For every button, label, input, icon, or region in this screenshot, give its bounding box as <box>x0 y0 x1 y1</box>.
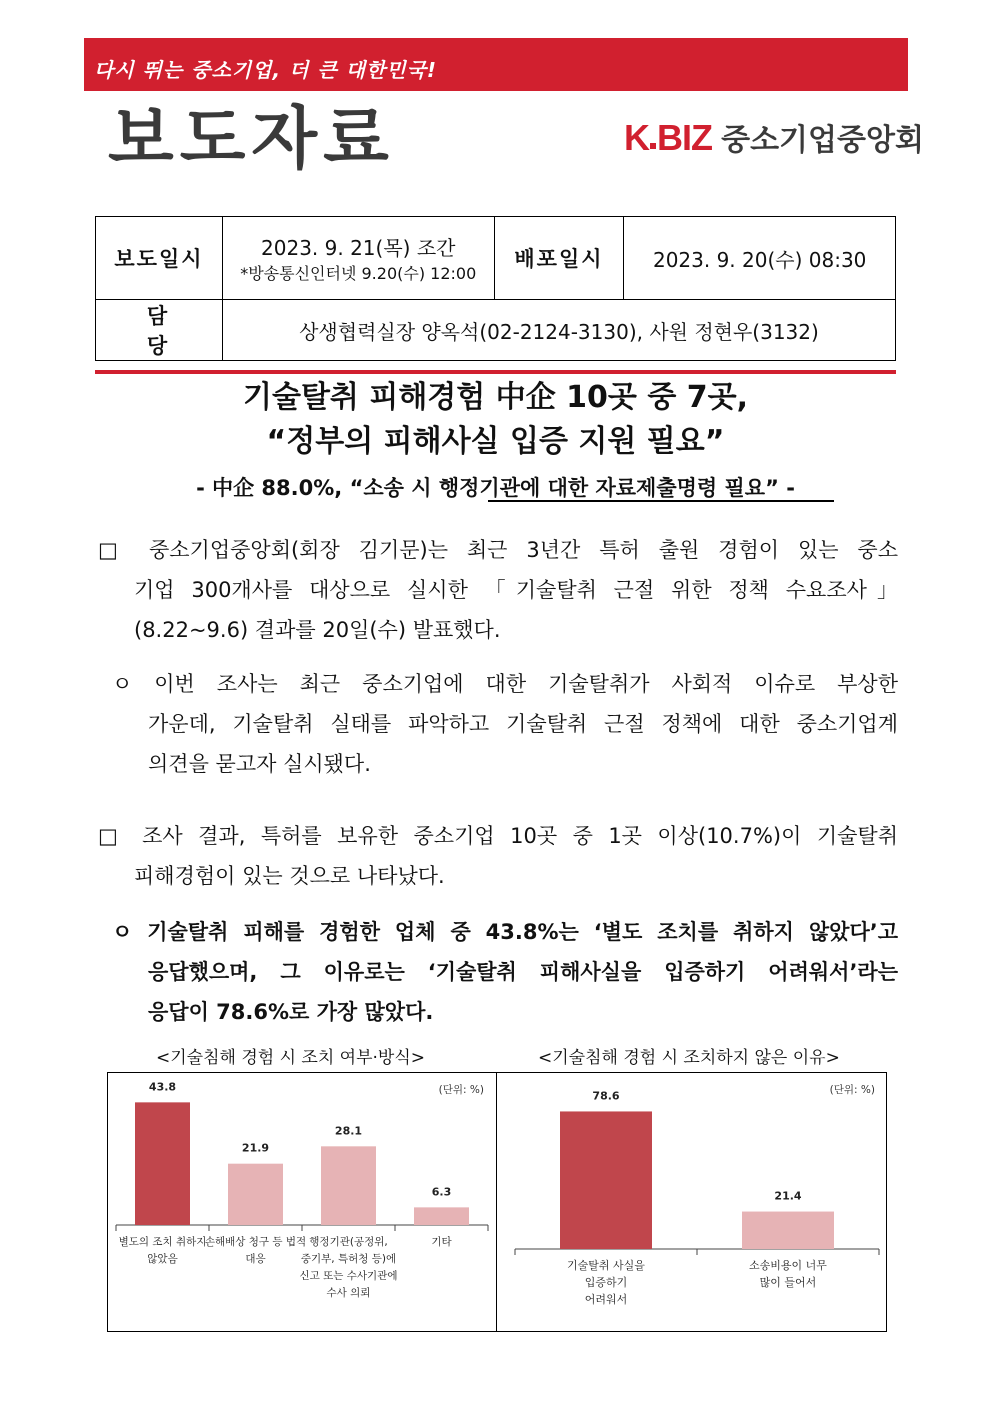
chart-1-title: <기술침해 경험 시 조치 여부·방식> <box>156 1048 425 1068</box>
chart-2-category-line: 어려워서 <box>584 1293 628 1306</box>
chart-1-category-label-4 <box>431 1235 452 1248</box>
chart-1-category-label-1 <box>119 1235 207 1265</box>
chart-2-category-line: 기술탈취 사실을 <box>567 1259 645 1272</box>
slogan-banner <box>84 38 908 91</box>
sub-headline-underline <box>488 500 834 502</box>
chart-1-bar-2 <box>228 1164 283 1225</box>
distribute-date-label: 배포일시 <box>494 217 624 300</box>
chart-1-value-label-1: 43.8 <box>148 1080 177 1094</box>
paragraph-2-line-1: ㅇ 이번 조사는 최근 중소기업에 대한 기술탈취가 사회적 이슈로 부상한 <box>112 672 898 696</box>
chart-2-svg <box>497 1073 886 1331</box>
headline-divider <box>95 370 896 374</box>
chart-2-bar-1 <box>560 1111 652 1249</box>
chart-1-category-line: 손해배상 청구 등 법적 <box>204 1236 307 1248</box>
distribute-date-value: 2023. 9. 20(수) 08:30 <box>624 217 896 300</box>
chart-1-bar-1 <box>135 1102 190 1225</box>
chart-2-value-label-2: 21.4 <box>774 1189 802 1203</box>
chart-1-category-line: 행정기관(공정위, <box>309 1236 388 1248</box>
paragraph-3-line-2: 피해경험이 있는 것으로 나타났다. <box>134 864 445 888</box>
chart-2-box <box>496 1072 887 1332</box>
chart-2-category-label-2 <box>749 1258 827 1289</box>
chart-1-box <box>107 1072 497 1332</box>
paragraph-2 <box>112 664 898 784</box>
chart-2-category-line: 소송비용이 너무 <box>749 1259 827 1272</box>
chart-1-bar-4 <box>414 1207 469 1225</box>
paragraph-2-line-3: 의견을 묻고자 실시됐다. <box>148 752 371 776</box>
chart-2-unit-label: (단위: %) <box>829 1084 875 1096</box>
contact-label <box>96 300 223 361</box>
paragraph-1-line-1: □ 중소기업중앙회(회장 김기문)는 최근 3년간 특허 출원 경험이 있는 중소 <box>98 538 898 562</box>
paragraph-4-line-2: 응답했으며, 그 이유로는 ‘기술탈취 피해사실을 입증하기 어려워서’라는 <box>148 960 898 984</box>
chart-1-category-line: 신고 또는 수사기관에 <box>299 1270 398 1282</box>
release-date-value <box>222 217 494 300</box>
release-date-line2: *방송통신인터넷 9.20(수) 12:00 <box>240 264 477 283</box>
chart-1-bar-3 <box>321 1146 376 1225</box>
chart-1-category-line: 대응 <box>245 1253 266 1265</box>
paragraph-3-line-1: □ 조사 결과, 특허를 보유한 중소기업 10곳 중 1곳 이상(10.7%)이 기술탈취 <box>98 824 898 848</box>
headline-line2: “정부의 피해사실 입증 지원 필요” <box>266 424 725 459</box>
chart-2-title: <기술침해 경험 시 조치하지 않은 이유> <box>538 1048 840 1068</box>
chart-1-value-label-3: 28.1 <box>334 1124 363 1138</box>
document-title: 보도자료 <box>108 100 395 179</box>
chart-1-category-line: 별도의 조치 취하지 <box>118 1236 207 1248</box>
paragraph-1-line-2: 기업 300개사를 대상으로 실시한 「기술탈취 근절 위한 정책 수요조사」 <box>134 578 898 602</box>
slogan-text: 다시 뛰는 중소기업, 더 큰 대한민국! <box>94 58 438 82</box>
paragraph-1-line-3: (8.22~9.6) 결과를 20일(수) 발표했다. <box>134 618 501 642</box>
chart-1-category-line: 수사 의뢰 <box>326 1287 371 1299</box>
chart-1-svg <box>108 1073 496 1331</box>
contact-label-text: 담 당 <box>146 304 208 358</box>
sub-headline: - 中企 88.0%, “소송 시 행정기관에 대한 자료제출명령 필요” - <box>196 476 795 500</box>
paragraph-2-line-2: 가운데, 기술탈취 실태를 파악하고 기술탈취 근절 정책에 대한 중소기업계 <box>148 712 898 736</box>
kbiz-logo <box>624 118 924 165</box>
logo-dot-icon <box>650 143 656 149</box>
chart-1-category-line: 않았음 <box>147 1253 178 1265</box>
chart-1-value-label-2: 21.9 <box>241 1141 270 1155</box>
chart-2-category-label-1 <box>567 1258 645 1306</box>
logo-mark-k: K <box>624 117 649 158</box>
chart-1-unit-label: (단위: %) <box>438 1084 484 1096</box>
headline-line1: 기술탈취 피해경험 中企 10곳 중 7곳, <box>242 380 749 415</box>
chart-2-bar-2 <box>742 1212 834 1249</box>
chart-2-category-line: 많이 들어서 <box>759 1276 817 1289</box>
chart-1-category-label-3 <box>300 1235 398 1299</box>
chart-1-category-line: 기타 <box>431 1236 452 1248</box>
paragraph-4-line-3: 응답이 78.6%로 가장 많았다. <box>148 1000 434 1024</box>
paragraph-4-line-1: ㅇ 기술탈취 피해를 경험한 업체 중 43.8%는 ‘별도 조치를 취하지 않았다’고 <box>112 920 898 944</box>
chart-2-category-line: 입증하기 <box>584 1276 628 1289</box>
chart-1-category-label-2 <box>205 1235 306 1265</box>
chart-1-value-label-4: 6.3 <box>431 1185 452 1199</box>
paragraph-4 <box>112 912 898 1032</box>
release-date-label: 보도일시 <box>96 217 223 300</box>
chart-2-value-label-1: 78.6 <box>592 1089 620 1103</box>
logo-mark-biz: BIZ <box>657 117 712 158</box>
logo-name: 중소기업중앙회 <box>721 123 924 158</box>
contact-value: 상생협력실장 양옥석(02-2124-3130), 사원 정현우(3132) <box>222 300 895 361</box>
paragraph-3 <box>98 816 898 896</box>
paragraph-1 <box>98 530 898 650</box>
release-date-line1: 2023. 9. 21(목) 조간 <box>261 236 456 260</box>
release-info-table <box>95 216 896 361</box>
chart-1-category-line: 중기부, 특허청 등)에 <box>300 1253 397 1265</box>
